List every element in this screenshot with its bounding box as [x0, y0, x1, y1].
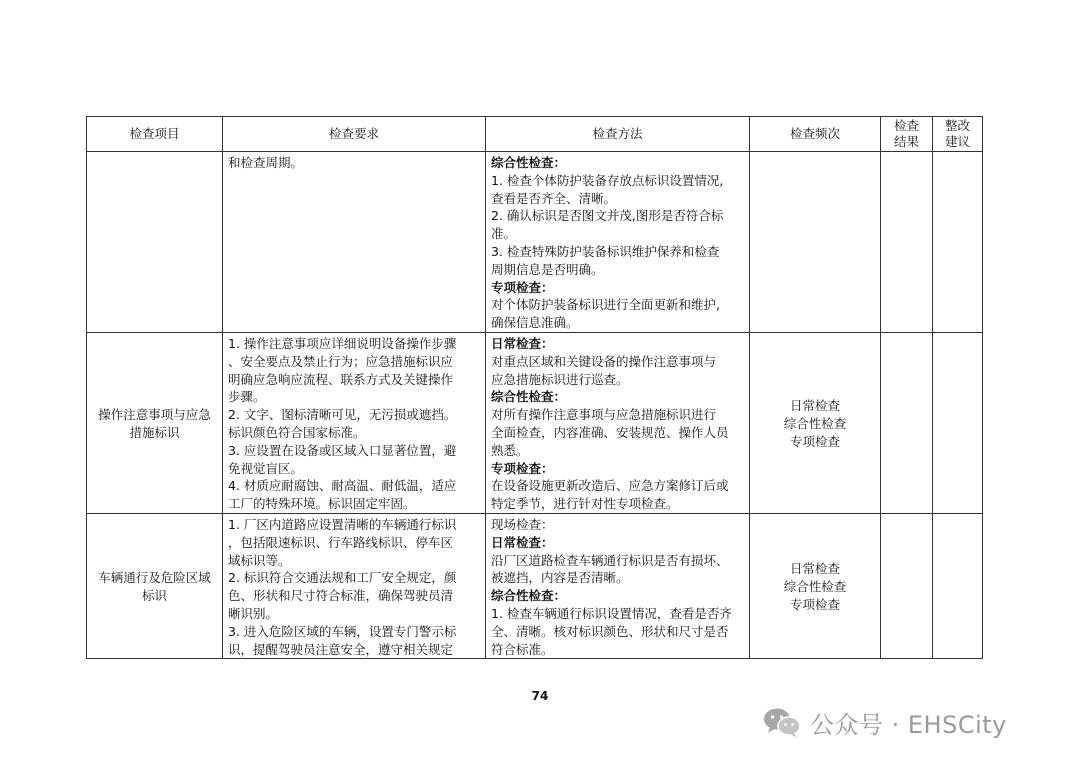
table-row	[87, 332, 983, 513]
header-requirement: 检查要求	[223, 117, 486, 152]
requirement-line: 1. 厂区内道路应设置清晰的车辆通行标识	[228, 516, 457, 532]
header-suggestion: 整改 建议	[933, 117, 983, 152]
requirement-line: 4. 材质应耐腐蚀、耐高温、耐低温，适应	[228, 478, 457, 494]
header-item: 检查项目	[87, 117, 223, 152]
wechat-icon	[762, 706, 802, 738]
method-line: 全面检查，内容准确、安装规范、操作人员	[491, 424, 729, 440]
cell-requirement	[223, 513, 486, 658]
item-line: 车辆通行及危险区域	[98, 570, 211, 586]
method-line: 综合性检查：	[491, 155, 567, 170]
requirement-line: 、安全要点及禁止行为；应急措施标识应	[228, 353, 454, 369]
method-line: 专项检查：	[491, 460, 554, 476]
method-line: 准。	[491, 226, 517, 242]
method-line: 被遮挡，内容是否清晰。	[491, 570, 629, 586]
cell-suggestion	[933, 513, 983, 658]
requirement-line: 识，提醒驾驶员注意安全，遵守相关规定	[228, 641, 454, 657]
cell-frequency	[750, 332, 881, 513]
item-line: 标识	[141, 588, 167, 604]
cell-frequency	[750, 513, 881, 658]
method-line: 确保信息准确。	[491, 315, 579, 331]
header-method: 检查方法	[486, 117, 750, 152]
method-line: 在设备设施更新改造后、应急方案修订后或	[491, 478, 729, 494]
cell-requirement	[223, 332, 486, 513]
method-line: 日常检查：	[491, 335, 554, 351]
method-line: 1. 检查个体防护装备存放点标识设置情况,	[491, 172, 724, 188]
header-row	[87, 117, 983, 152]
method-line: 特定季节，进行针对性专项检查。	[491, 496, 679, 512]
inspection-table	[86, 116, 983, 659]
requirement-line: 明确应急响应流程、联系方式及关键操作	[228, 371, 454, 387]
method-line: 综合性检查：	[491, 588, 567, 604]
header-result: 检查 结果	[881, 117, 933, 152]
item-line: 操作注意事项与应急	[98, 407, 211, 423]
method-line: 综合性检查：	[491, 389, 567, 405]
method-line: 应急措施标识进行巡查。	[491, 371, 629, 387]
requirement-line: 免视觉盲区。	[228, 460, 304, 476]
method-line: 周期信息是否明确。	[491, 261, 604, 277]
page-number: 74	[531, 689, 549, 703]
requirement-line: 3. 应设置在设备或区域入口显著位置，避	[228, 442, 457, 458]
cell-requirement	[223, 152, 486, 333]
frequency-line: 综合性检查	[783, 579, 847, 595]
requirement-line: 1. 操作注意事项应详细说明设备操作步骤	[228, 335, 457, 351]
requirement-line: 色、形状和尺寸符合标准，确保驾驶员清	[228, 588, 454, 604]
method-line: 沿厂区道路检查车辆通行标识是否有损坏、	[491, 552, 729, 568]
requirement-line: 步骤。	[228, 389, 266, 405]
method-line: 熟悉。	[491, 442, 529, 458]
cell-result	[881, 332, 933, 513]
cell-frequency	[750, 152, 881, 333]
item-line: 措施标识	[129, 424, 180, 440]
method-line: 对个体防护装备标识进行全面更新和维护,	[491, 297, 720, 313]
cell-item	[87, 332, 223, 513]
frequency-line: 专项检查	[789, 597, 840, 613]
cell-suggestion	[933, 332, 983, 513]
requirement-line: 2. 文字、图标清晰可见，无污损或遮挡。	[228, 407, 457, 423]
cell-item	[87, 152, 223, 333]
cell-result	[881, 513, 933, 658]
cell-item	[87, 513, 223, 658]
frequency-line: 日常检查	[789, 561, 840, 577]
method-line: 1. 检查车辆通行标识设置情况，查看是否齐	[491, 605, 732, 621]
method-line: 2. 确认标识是否图文并茂,图形是否符合标	[491, 208, 724, 224]
table-row	[87, 152, 983, 333]
method-line: 专项检查：	[491, 279, 554, 295]
method-line: 查看是否齐全、清晰。	[491, 190, 617, 206]
table-row	[87, 513, 983, 658]
requirement-line: 3. 进入危险区域的车辆，设置专门警示标	[228, 623, 457, 639]
method-line: 现场检查：	[491, 516, 554, 532]
requirement-line: 工厂的特殊环境。标识固定牢固。	[228, 496, 416, 512]
method-line: 全、清晰。核对标识颜色、形状和尺寸是否	[491, 623, 729, 639]
watermark	[762, 704, 1007, 740]
watermark-text: 公众号 · EHSCity	[810, 710, 1007, 739]
frequency-line: 综合性检查	[783, 416, 847, 432]
method-line: 对所有操作注意事项与应急措施标识进行	[491, 407, 717, 423]
requirement-line: 标识颜色符合国家标准。	[228, 424, 366, 440]
frequency-line: 专项检查	[789, 433, 840, 449]
requirement-line: 域标识等。	[228, 552, 291, 568]
method-line: 对重点区域和关键设备的操作注意事项与	[491, 353, 717, 369]
header-frequency: 检查频次	[750, 117, 881, 152]
cell-method	[486, 513, 750, 658]
cell-method	[486, 332, 750, 513]
requirement-line: ，包括限速标识、行车路线标识、停车区	[228, 534, 454, 550]
method-line: 符合标准。	[491, 641, 554, 657]
frequency-line: 日常检查	[789, 398, 840, 414]
requirement-line: 晰识别。	[228, 605, 279, 621]
requirement-line: 和检查周期。	[228, 155, 304, 170]
method-line: 日常检查：	[491, 534, 554, 550]
cell-method	[486, 152, 750, 333]
cell-result	[881, 152, 933, 333]
requirement-line: 2. 标识符合交通法规和工厂安全规定，颜	[228, 570, 457, 586]
method-line: 3. 检查特殊防护装备标识维护保养和检查	[491, 243, 720, 259]
cell-suggestion	[933, 152, 983, 333]
